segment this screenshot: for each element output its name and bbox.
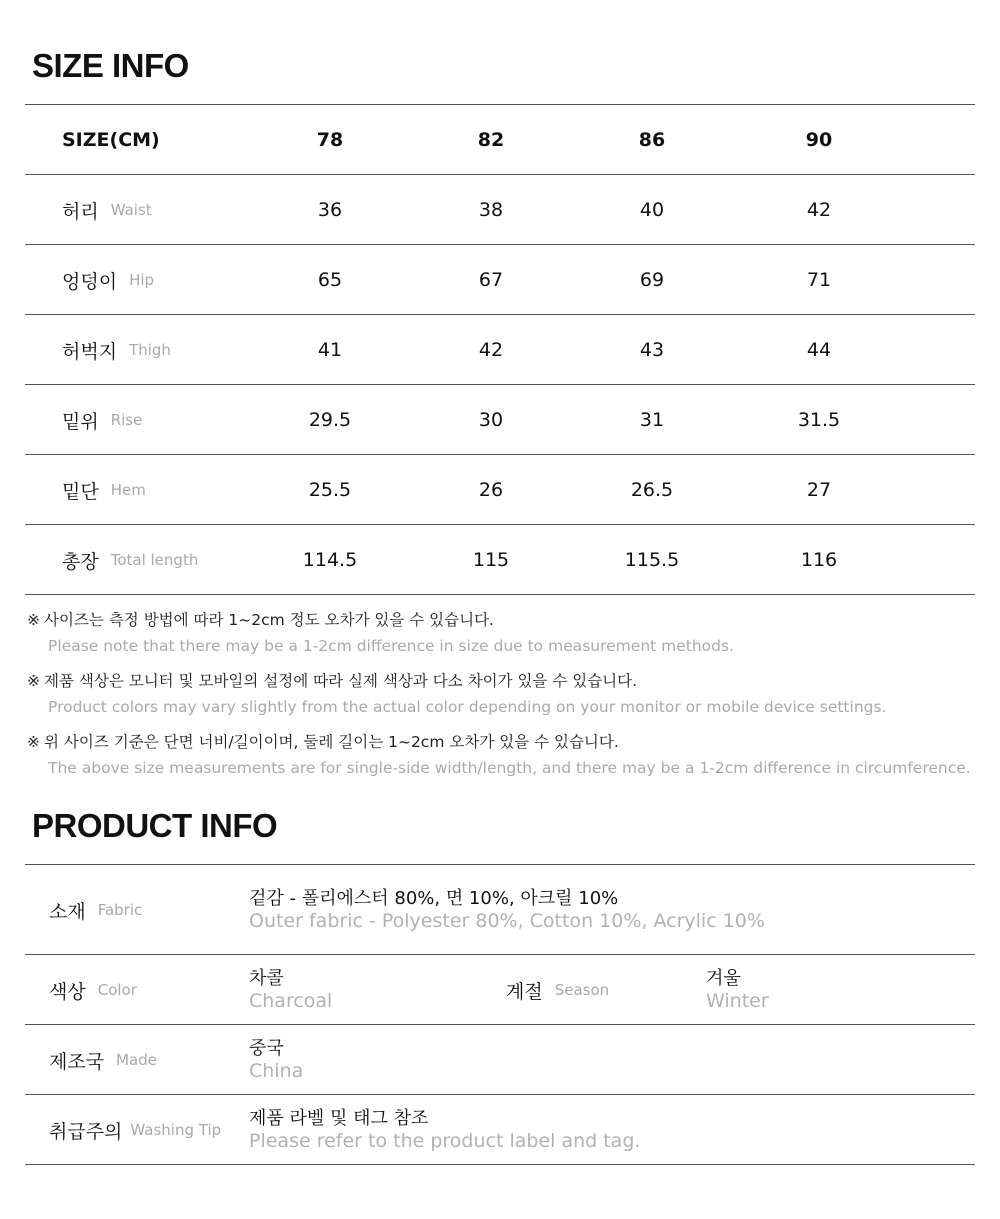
size-value: 31.5 bbox=[797, 409, 841, 431]
value-en: Charcoal bbox=[249, 990, 333, 1012]
size-value: 71 bbox=[806, 269, 832, 291]
size-header-78: 78 bbox=[316, 129, 344, 151]
size-row-hem bbox=[25, 455, 975, 525]
note-ko-text: 제품 색상은 모니터 및 모바일의 설정에 따라 실제 색상과 다소 차이가 있을 수 있습니다. bbox=[44, 672, 638, 690]
product-label bbox=[506, 955, 609, 1025]
reference-mark-icon: ※ bbox=[27, 672, 40, 690]
product-value bbox=[249, 865, 765, 955]
label-en: Washing Tip bbox=[130, 1121, 222, 1139]
size-value: 69 bbox=[639, 269, 665, 291]
size-row-label bbox=[62, 315, 171, 385]
product-value bbox=[249, 1095, 640, 1165]
size-value: 26.5 bbox=[630, 479, 674, 501]
measure-en: Total length bbox=[110, 551, 199, 569]
product-row-fabric bbox=[25, 865, 975, 955]
size-value: 43 bbox=[639, 339, 665, 361]
size-header-label: SIZE(CM) bbox=[62, 129, 160, 151]
size-value: 115.5 bbox=[624, 549, 680, 571]
size-value: 67 bbox=[478, 269, 504, 291]
label-ko: 계절 bbox=[506, 980, 543, 1003]
note-ko bbox=[27, 729, 977, 755]
size-value: 115 bbox=[472, 549, 510, 571]
measure-ko: 허벅지 bbox=[62, 340, 118, 363]
product-label bbox=[49, 865, 142, 955]
value-en: Winter bbox=[706, 990, 769, 1012]
size-value: 116 bbox=[800, 549, 838, 571]
size-header-row bbox=[25, 105, 975, 175]
product-row-made bbox=[25, 1025, 975, 1095]
size-row-hip bbox=[25, 245, 975, 315]
size-value: 25.5 bbox=[308, 479, 352, 501]
size-row-rise bbox=[25, 385, 975, 455]
size-value: 36 bbox=[317, 199, 343, 221]
measure-en: Hem bbox=[110, 481, 146, 499]
product-value bbox=[249, 1025, 303, 1095]
note-ko-text: 위 사이즈 기준은 단면 너비/길이이며, 둘레 길이는 1~2cm 오차가 있을 수 있습니다. bbox=[44, 733, 619, 751]
measure-ko: 허리 bbox=[62, 200, 99, 223]
note-en: The above size measurements are for single-side width/length, and there may be a 1-2cm difference in circumference. bbox=[48, 759, 971, 777]
product-label bbox=[49, 1095, 221, 1165]
note-item bbox=[27, 729, 977, 790]
product-label bbox=[49, 1025, 157, 1095]
product-row-washing bbox=[25, 1095, 975, 1165]
value-ko: 중국 bbox=[249, 1038, 284, 1059]
measure-en: Waist bbox=[110, 201, 152, 219]
note-ko bbox=[27, 607, 977, 633]
measure-ko: 밑단 bbox=[62, 480, 99, 503]
size-notes bbox=[27, 607, 977, 790]
label-en: Made bbox=[116, 1051, 157, 1069]
value-ko: 제품 라벨 및 태그 참조 bbox=[249, 1108, 429, 1129]
size-row-thigh bbox=[25, 315, 975, 385]
product-info-title: PRODUCT INFO bbox=[32, 807, 278, 844]
size-value: 31 bbox=[639, 409, 665, 431]
label-ko: 취급주의 bbox=[49, 1120, 123, 1143]
size-value: 65 bbox=[317, 269, 343, 291]
size-value: 26 bbox=[478, 479, 504, 501]
size-row-total-length bbox=[25, 525, 975, 595]
size-value: 38 bbox=[478, 199, 504, 221]
size-value: 42 bbox=[806, 199, 832, 221]
value-en: Please refer to the product label and tag. bbox=[249, 1130, 641, 1152]
size-row-label bbox=[62, 245, 154, 315]
note-ko-text: 사이즈는 측정 방법에 따라 1~2cm 정도 오차가 있을 수 있습니다. bbox=[44, 611, 494, 629]
note-en: Product colors may vary slightly from the actual color depending on your monitor or mobile device settings. bbox=[48, 698, 887, 716]
size-info-title: SIZE INFO bbox=[32, 47, 189, 84]
product-row-color-season bbox=[25, 955, 975, 1025]
label-en: Season bbox=[554, 981, 610, 999]
value-en: China bbox=[249, 1060, 304, 1082]
reference-mark-icon: ※ bbox=[27, 611, 40, 629]
size-row-label bbox=[62, 175, 152, 245]
product-value bbox=[706, 955, 769, 1025]
product-info-table bbox=[25, 865, 975, 1165]
value-ko: 겉감 - 폴리에스터 80%, 면 10%, 아크릴 10% bbox=[249, 888, 619, 909]
note-ko bbox=[27, 668, 977, 694]
size-value: 41 bbox=[317, 339, 343, 361]
measure-ko: 밑위 bbox=[62, 410, 99, 433]
measure-ko: 엉덩이 bbox=[62, 270, 118, 293]
label-ko: 제조국 bbox=[49, 1050, 105, 1073]
size-value: 30 bbox=[478, 409, 504, 431]
size-row-label bbox=[62, 525, 198, 595]
measure-en: Thigh bbox=[129, 341, 171, 359]
size-value: 29.5 bbox=[308, 409, 352, 431]
label-en: Fabric bbox=[97, 901, 143, 919]
note-item bbox=[27, 607, 977, 668]
label-ko: 색상 bbox=[49, 980, 86, 1003]
product-label bbox=[49, 955, 137, 1025]
measure-en: Hip bbox=[129, 271, 155, 289]
value-en: Outer fabric - Polyester 80%, Cotton 10%, Acrylic 10% bbox=[249, 910, 765, 932]
size-header-86: 86 bbox=[638, 129, 666, 151]
value-ko: 겨울 bbox=[706, 968, 741, 989]
measure-ko: 총장 bbox=[62, 550, 99, 573]
size-value: 114.5 bbox=[302, 549, 358, 571]
reference-mark-icon: ※ bbox=[27, 733, 40, 751]
note-en: Please note that there may be a 1-2cm difference in size due to measurement methods. bbox=[48, 637, 735, 655]
size-row-label bbox=[62, 385, 142, 455]
size-header-90: 90 bbox=[805, 129, 833, 151]
size-table bbox=[25, 105, 975, 595]
measure-en: Rise bbox=[110, 411, 143, 429]
size-row-label bbox=[62, 455, 146, 525]
label-en: Color bbox=[97, 981, 137, 999]
label-ko: 소재 bbox=[49, 900, 86, 923]
size-value: 40 bbox=[639, 199, 665, 221]
size-value: 44 bbox=[806, 339, 832, 361]
note-item bbox=[27, 668, 977, 729]
size-value: 27 bbox=[806, 479, 832, 501]
product-value bbox=[249, 955, 332, 1025]
size-row-waist bbox=[25, 175, 975, 245]
value-ko: 차콜 bbox=[249, 968, 284, 989]
size-header-82: 82 bbox=[477, 129, 505, 151]
size-value: 42 bbox=[478, 339, 504, 361]
